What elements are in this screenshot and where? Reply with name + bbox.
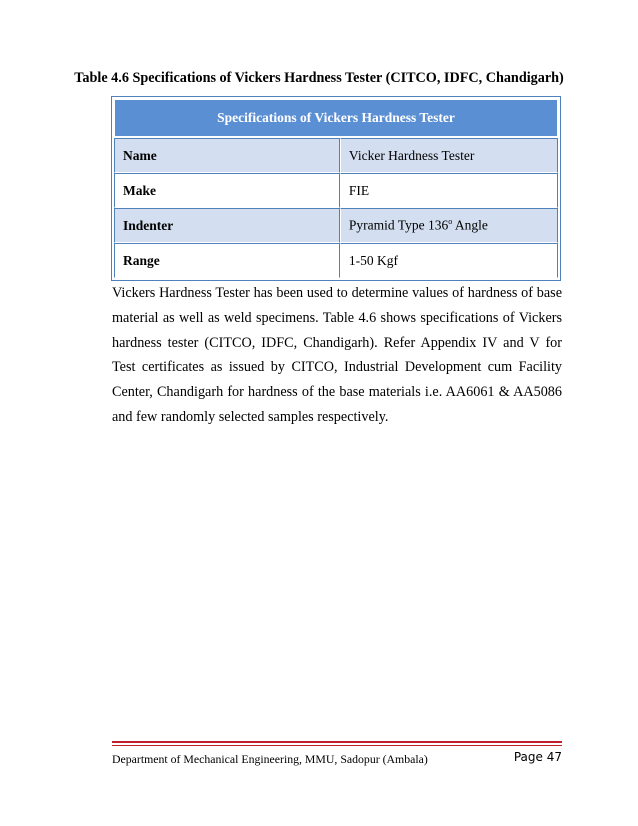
- row-label-make: Make: [114, 173, 340, 208]
- row-label-indenter: Indenter: [114, 208, 340, 243]
- footer-rule: [112, 741, 562, 743]
- row-value-name: Vicker Hardness Tester: [340, 138, 558, 173]
- table-row: [114, 173, 558, 208]
- table-header: Specifications of Vickers Hardness Tester: [114, 99, 558, 138]
- table-row: [114, 208, 558, 243]
- indenter-value-suffix: Angle: [452, 217, 488, 233]
- body-paragraph: Vickers Hardness Tester has been used to determine values of hardness of base material as well as weld specimens. Table 4.6 shows specifications of Vickers hardness tester (CITCO, IDFC, Chandigarh). Refer Appendix IV and V for Test certificates as issued by CITCO, Industrial Development cum Facility Center, Chandigarh for hardness of the base materials i.e. AA6061 & AA5086 and few randomly selected samples respectively.: [112, 285, 562, 425]
- footer-rule-thin: [112, 745, 562, 746]
- footer-department: Department of Mechanical Engineering, MMU, Sadopur (Ambala): [112, 752, 428, 766]
- indenter-value-text: Pyramid Type 136: [348, 217, 449, 233]
- page-number: Page 47: [513, 750, 562, 764]
- row-value-range: 1-50 Kgf: [340, 243, 558, 278]
- row-label-range: Range: [114, 243, 340, 278]
- table-row: [114, 243, 558, 278]
- table-caption: Table 4.6 Specifications of Vickers Hardness Tester (CITCO, IDFC, Chandigarh): [74, 70, 564, 86]
- row-value-make: FIE: [340, 173, 558, 208]
- specifications-table: [112, 97, 560, 280]
- table-row: [114, 138, 558, 173]
- row-value-indenter: [340, 208, 558, 243]
- row-label-name: Name: [114, 138, 340, 173]
- degree-superscript: o: [448, 217, 453, 227]
